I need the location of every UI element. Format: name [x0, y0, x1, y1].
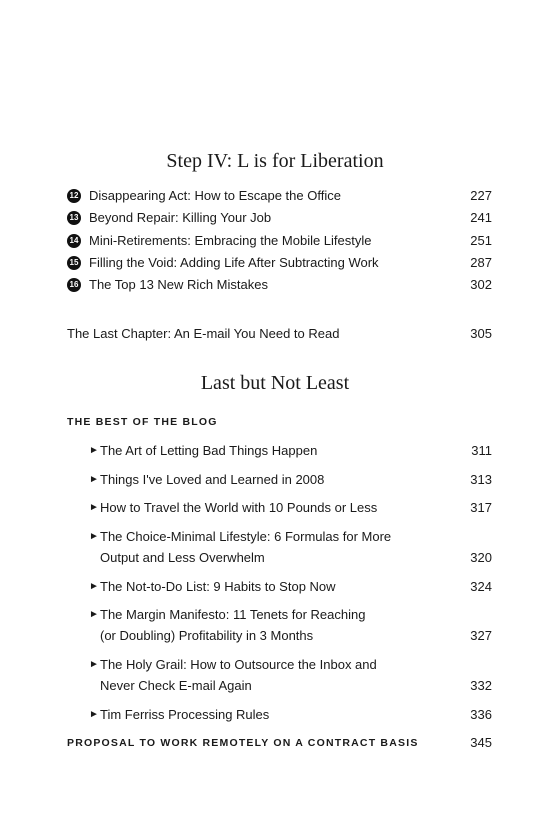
- toc-entry-13[interactable]: [67, 208, 492, 228]
- chapter-number-badge: 16: [67, 278, 81, 292]
- page-number: 302: [470, 277, 492, 292]
- arrow-icon: ►: [89, 502, 99, 513]
- blog-item-title-line2: Output and Less Overwhelm: [100, 550, 265, 565]
- blog-item[interactable]: [89, 469, 492, 490]
- page-number: 317: [470, 500, 492, 515]
- chapter-number-badge: 14: [67, 234, 81, 248]
- arrow-icon: ►: [89, 531, 99, 542]
- blog-heading-label: THE BEST OF THE BLOG: [67, 416, 218, 428]
- arrow-icon: ►: [89, 609, 99, 620]
- section-title-last: Last but Not Least: [200, 372, 350, 394]
- blog-item-title: How to Travel the World with 10 Pounds or Less: [100, 500, 378, 515]
- blog-item-title-line1: The Choice-Minimal Lifestyle: 6 Formulas for More: [100, 529, 392, 544]
- page-number: 345: [470, 735, 492, 750]
- blog-heading: [67, 412, 492, 432]
- blog-item-title-line2: Never Check E-mail Again: [100, 678, 252, 693]
- page-number: 313: [470, 472, 492, 487]
- page-number: 251: [470, 233, 492, 248]
- arrow-icon: ►: [89, 581, 99, 592]
- chapter-number-badge: 15: [67, 256, 81, 270]
- chapter-number-badge: 12: [67, 189, 81, 203]
- arrow-icon: ►: [89, 709, 99, 720]
- page-number: 305: [470, 326, 492, 341]
- toc-entry-12[interactable]: [67, 186, 492, 206]
- chapter-title: Beyond Repair: Killing Your Job: [89, 210, 272, 225]
- blog-item[interactable]: [89, 576, 492, 597]
- blog-item[interactable]: [89, 704, 492, 725]
- page-number: 336: [470, 707, 492, 722]
- blog-item-title: The Not-to-Do List: 9 Habits to Stop Now: [100, 579, 336, 594]
- chapter-title: Disappearing Act: How to Escape the Office: [89, 188, 341, 203]
- chapter-title: The Top 13 New Rich Mistakes: [89, 277, 268, 292]
- page-number: 227: [470, 188, 492, 203]
- chapter-title: Mini-Retirements: Embracing the Mobile Lifestyle: [89, 233, 372, 248]
- page-number: 332: [470, 678, 492, 693]
- proposal-title: PROPOSAL TO WORK REMOTELY ON A CONTRACT BASIS: [67, 737, 419, 749]
- page-number: 324: [470, 579, 492, 594]
- toc-entry-16[interactable]: [67, 275, 492, 295]
- page-number: 320: [470, 550, 492, 565]
- arrow-icon: ►: [89, 474, 99, 485]
- page-number: 241: [470, 210, 492, 225]
- blog-item[interactable]: [89, 526, 492, 568]
- page-number: 287: [470, 255, 492, 270]
- blog-item[interactable]: [89, 497, 492, 518]
- arrow-icon: ►: [89, 659, 99, 670]
- blog-item-title-line1: The Margin Manifesto: 11 Tenets for Reaching: [100, 607, 366, 622]
- section-title-step4: Step IV: L is for Liberation: [166, 150, 384, 172]
- page-number: 327: [470, 628, 492, 643]
- blog-item[interactable]: [89, 604, 492, 646]
- chapter-number-badge: 13: [67, 211, 81, 225]
- toc-entry-last-chapter[interactable]: [67, 324, 492, 344]
- chapter-title: Filling the Void: Adding Life After Subtracting Work: [89, 255, 379, 270]
- blog-item[interactable]: [89, 440, 492, 461]
- blog-item-title: Tim Ferriss Processing Rules: [100, 707, 270, 722]
- toc-entry-proposal[interactable]: [67, 733, 492, 753]
- blog-item[interactable]: [89, 654, 492, 696]
- chapter-title: The Last Chapter: An E-mail You Need to Read: [67, 326, 340, 341]
- page-number: 311: [471, 443, 492, 458]
- toc-entry-15[interactable]: [67, 253, 492, 273]
- blog-item-title-line2: (or Doubling) Profitability in 3 Months: [100, 628, 314, 643]
- blog-item-title-line1: The Holy Grail: How to Outsource the Inbox and: [100, 657, 377, 672]
- arrow-icon: ►: [89, 445, 99, 456]
- toc-entry-14[interactable]: [67, 231, 492, 251]
- blog-item-title: Things I've Loved and Learned in 2008: [100, 472, 325, 487]
- blog-item-title: The Art of Letting Bad Things Happen: [100, 443, 318, 458]
